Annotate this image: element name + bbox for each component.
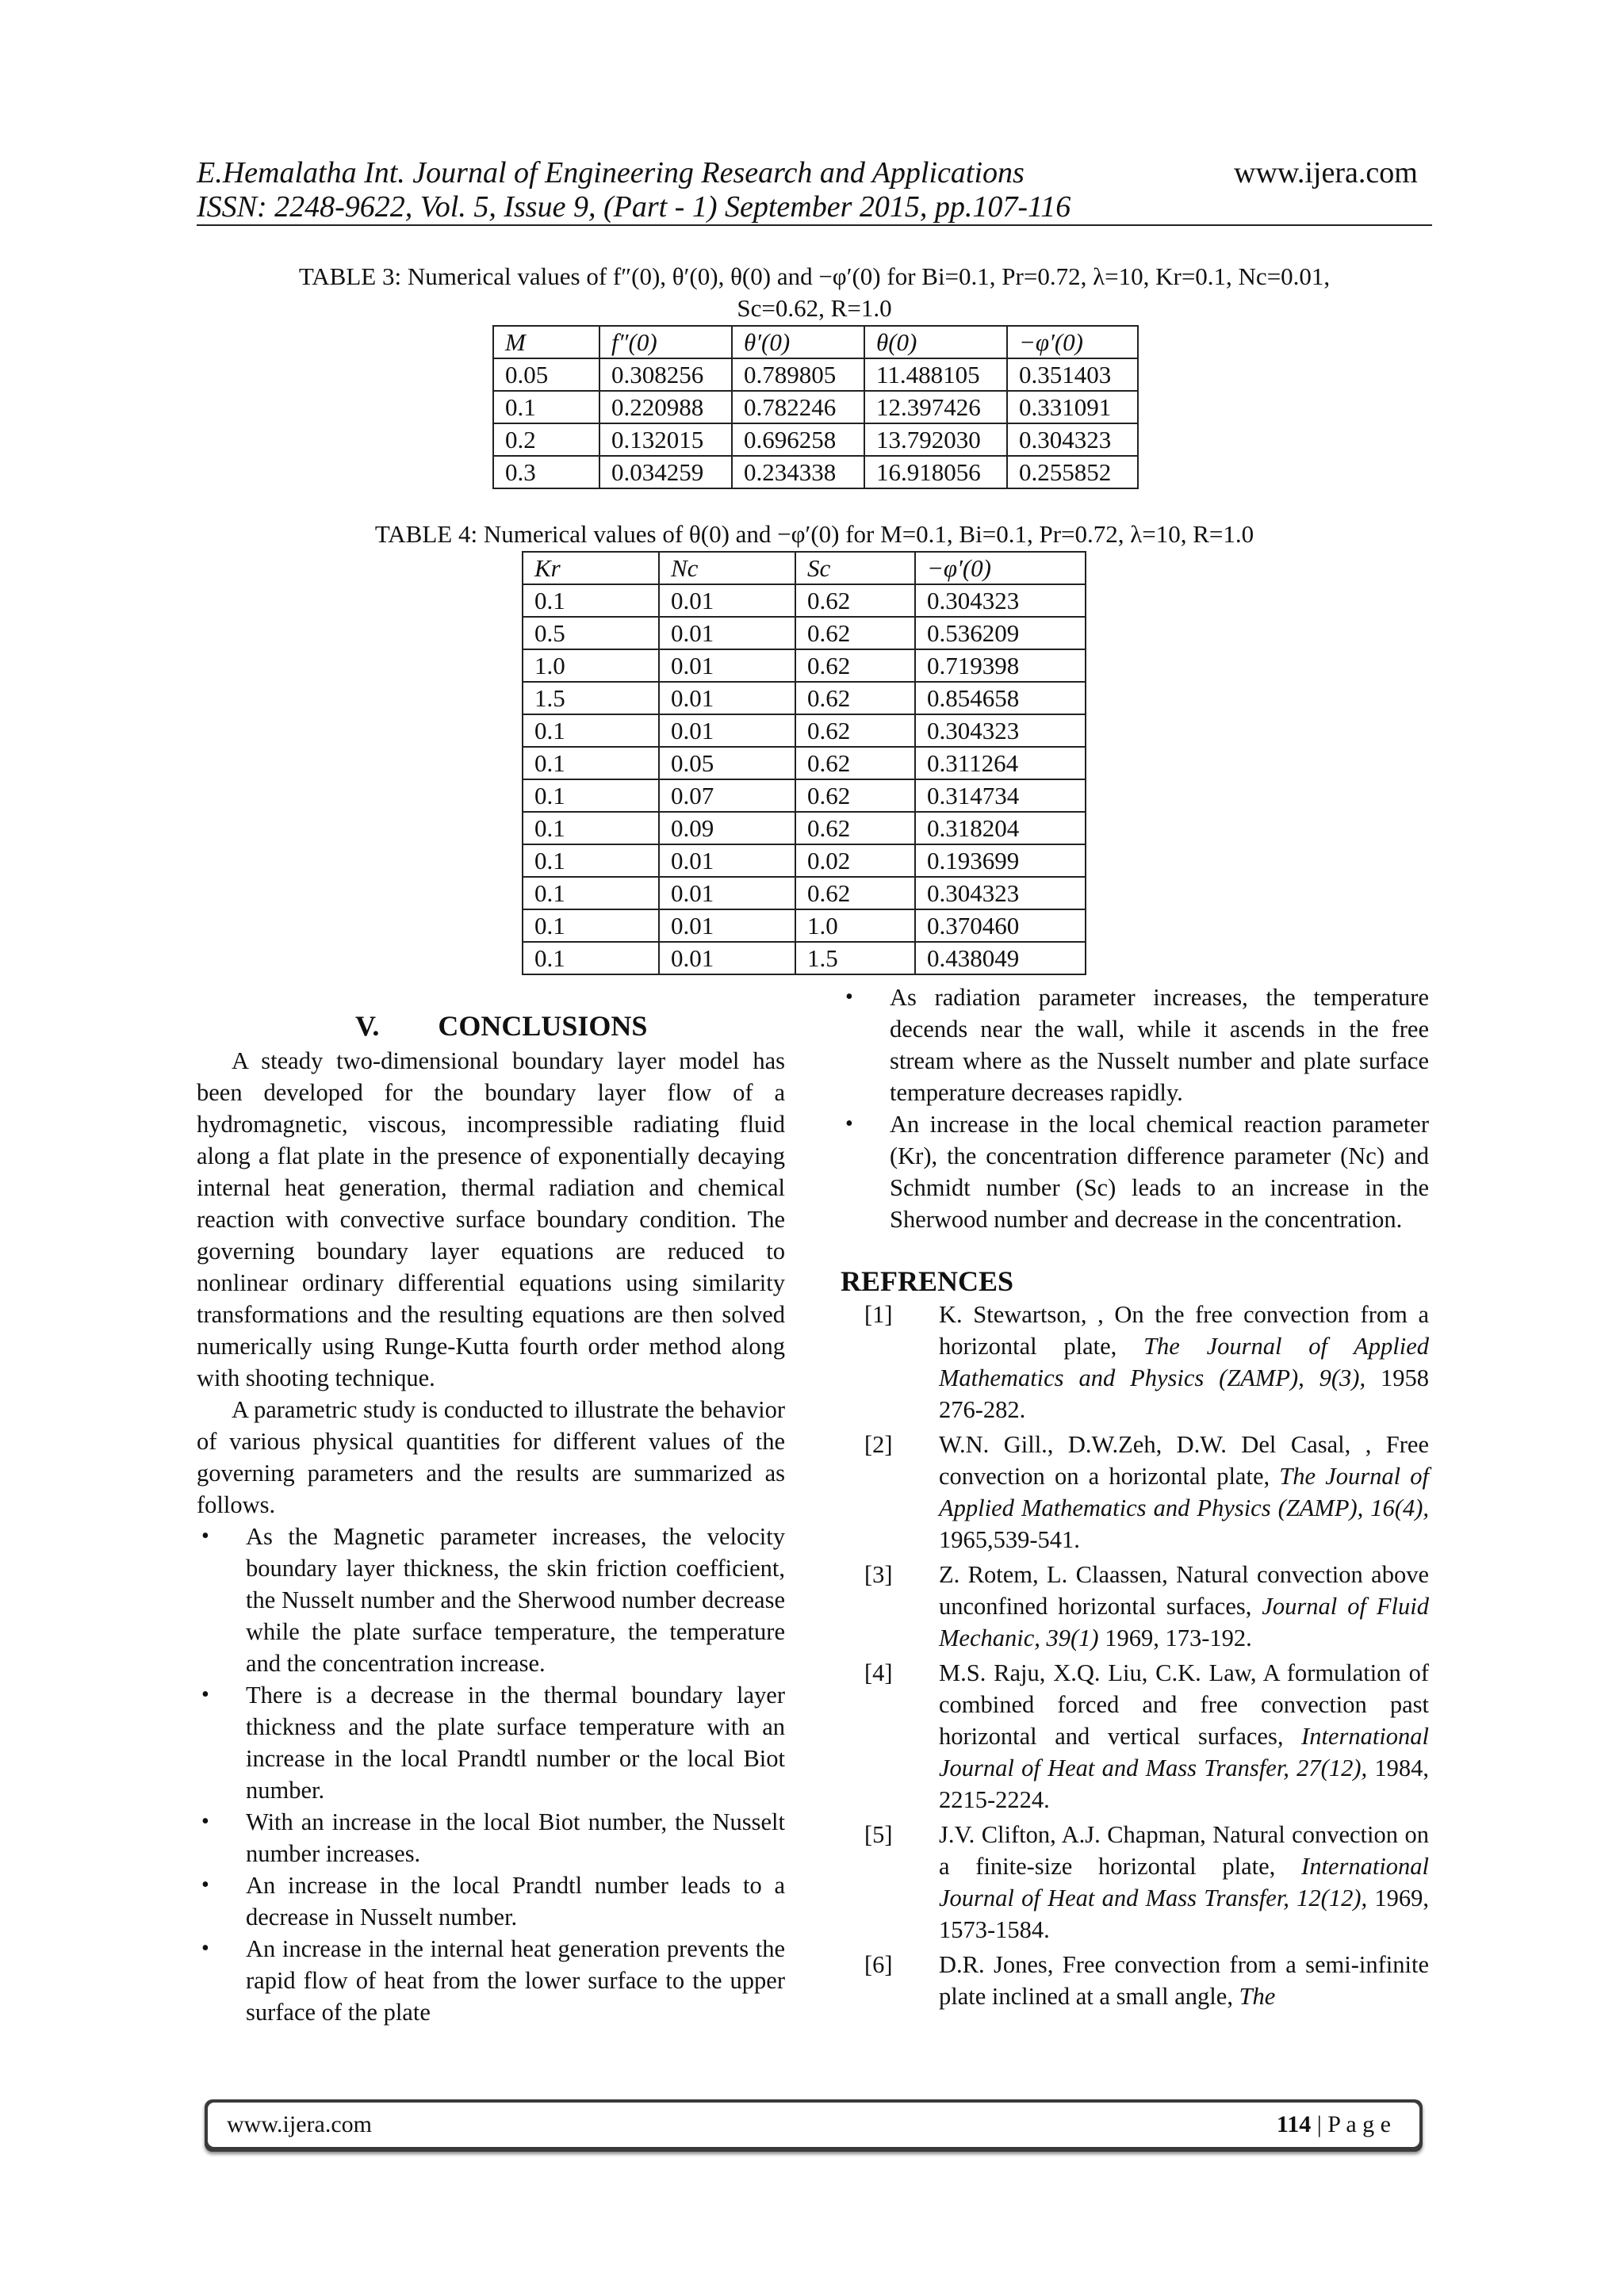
reference-journal: The Journal of Applied Mathematics and Physics (ZAMP), 9(3),	[939, 1333, 1429, 1391]
reference-journal: International Journal of Heat and Mass Transfer, 12(12),	[939, 1853, 1429, 1911]
reference-journal: The	[1239, 1983, 1276, 2010]
table3-header-cell: θ(0)	[864, 326, 1007, 358]
conclusion-bullet: • As radiation parameter increases, the temperature decends near the wall, while it ascends in the free stream where as the Nusselt number and plate surface temperature decreases rapidly.	[841, 982, 1429, 1108]
table4-cell: 0.536209	[915, 617, 1086, 649]
table4-cell: 0.01	[659, 682, 795, 714]
table4-cell: 0.01	[659, 714, 795, 747]
table4-row	[523, 682, 1086, 714]
table3-cell: 0.034259	[599, 456, 732, 488]
reference-journal: Journal of Fluid Mechanic, 39(1)	[939, 1593, 1429, 1651]
table4-row	[523, 909, 1086, 942]
reference-journal: The Journal of Applied Mathematics and Physics (ZAMP), 16(4),	[939, 1463, 1429, 1521]
table3-row	[493, 358, 1138, 391]
table3-cell: 0.331091	[1007, 391, 1138, 423]
table4-cell: 0.1	[523, 909, 659, 942]
table4-row	[523, 747, 1086, 779]
conclusion-bullet: • An increase in the local chemical reaction parameter (Kr), the concentration difference parameter (Nc) and Schmidt number (Sc) leads to an increase in the Sherwood number and decrease in the concentration.	[841, 1108, 1429, 1235]
table4-cell: 0.304323	[915, 584, 1086, 617]
header-divider	[197, 224, 1432, 226]
table3-cell: 0.782246	[732, 391, 864, 423]
reference-number: [6]	[864, 1951, 893, 1978]
table4-cell: 0.1	[523, 779, 659, 812]
table3-cell: 11.488105	[864, 358, 1007, 391]
table4-cell: 0.07	[659, 779, 795, 812]
footer-page-number	[1277, 2103, 1391, 2147]
journal-header-url[interactable]: www.ijera.com	[1234, 156, 1418, 189]
conclusions-heading-text: CONCLUSIONS	[438, 1010, 648, 1042]
table4-cell: 0.1	[523, 812, 659, 844]
table4-cell: 0.370460	[915, 909, 1086, 942]
table3-header-cell: M	[493, 326, 599, 358]
table3-cell: 0.132015	[599, 423, 732, 456]
reference-item	[841, 1819, 1429, 1946]
table4-cell: 0.304323	[915, 714, 1086, 747]
table4-row	[523, 714, 1086, 747]
table4-row	[523, 617, 1086, 649]
table4-row	[523, 942, 1086, 974]
table3-cell: 0.789805	[732, 358, 864, 391]
table4-cell: 0.62	[795, 617, 915, 649]
table3-row	[493, 423, 1138, 456]
table4	[522, 551, 1086, 975]
table3-cell: 0.3	[493, 456, 599, 488]
table4-cell: 0.314734	[915, 779, 1086, 812]
table4-cell: 0.193699	[915, 844, 1086, 877]
table4-row	[523, 812, 1086, 844]
conclusion-bullet: • As the Magnetic parameter increases, the velocity boundary layer thickness, the skin friction coefficient, the Nusselt number and the Sherwood number decrease while the plate surface temperature, the temperature and the concentration increase.	[197, 1521, 785, 1679]
table3-cell: 0.220988	[599, 391, 732, 423]
table4-cell: 0.62	[795, 877, 915, 909]
table3-cell: 0.1	[493, 391, 599, 423]
table4-row	[523, 649, 1086, 682]
reference-number: [5]	[864, 1821, 893, 1848]
table4-cell: 0.09	[659, 812, 795, 844]
reference-item	[841, 1559, 1429, 1654]
table4-row	[523, 844, 1086, 877]
table4-cell: 0.318204	[915, 812, 1086, 844]
conclusion-bullet: • An increase in the local Prandtl number leads to a decrease in Nusselt number.	[197, 1869, 785, 1933]
table4-cell: 0.62	[795, 649, 915, 682]
references-heading: REFRENCES	[841, 1265, 1014, 1297]
table3-header-cell: f″(0)	[599, 326, 732, 358]
table4-cell: 0.62	[795, 682, 915, 714]
page-label: | P a g e	[1311, 2111, 1391, 2137]
reference-number: [1]	[864, 1301, 893, 1328]
table4-cell: 0.719398	[915, 649, 1086, 682]
reference-authors-title: D.R. Jones, Free convection from a semi-infinite plate inclined at a small angle,	[939, 1951, 1429, 2010]
table4-row	[523, 584, 1086, 617]
conclusions-heading	[355, 1008, 647, 1043]
conclusion-bullet: • An increase in the internal heat generation prevents the rapid flow of heat from the lower surface to the upper surface of the plate	[197, 1933, 785, 2028]
table4-cell: 0.5	[523, 617, 659, 649]
table3-header-cell: −φ′(0)	[1007, 326, 1138, 358]
table3-cell: 0.05	[493, 358, 599, 391]
table4-cell: 0.304323	[915, 877, 1086, 909]
table3-cell: 0.351403	[1007, 358, 1138, 391]
table3-cell: 0.2	[493, 423, 599, 456]
table4-cell: 0.311264	[915, 747, 1086, 779]
table4-cell: 0.854658	[915, 682, 1086, 714]
table4-cell: 1.0	[795, 909, 915, 942]
page-footer	[205, 2099, 1423, 2152]
table4-cell: 0.01	[659, 844, 795, 877]
table4-header-cell: −φ′(0)	[915, 552, 1086, 584]
reference-authors-title: W.N. Gill., D.W.Zeh, D.W. Del Casal, , Free convection on a horizontal plate,	[939, 1431, 1429, 1490]
table4-cell: 1.5	[795, 942, 915, 974]
table4-cell: 0.01	[659, 877, 795, 909]
table3-row	[493, 456, 1138, 488]
reference-number: [4]	[864, 1659, 893, 1686]
reference-authors-title: K. Stewartson, , On the free convection from a horizontal plate,	[939, 1301, 1429, 1360]
table4-cell: 0.1	[523, 714, 659, 747]
conclusions-body	[197, 1045, 785, 2028]
table4-cell: 0.01	[659, 649, 795, 682]
table4-cell: 0.05	[659, 747, 795, 779]
conclusion-bullet: • With an increase in the local Biot number, the Nusselt number increases.	[197, 1806, 785, 1869]
conclusions-bullet-list-right	[841, 982, 1429, 1235]
table3-cell: 0.255852	[1007, 456, 1138, 488]
reference-year-pages: 1984, 2215-2224.	[939, 1755, 1429, 1813]
table4-cell: 0.62	[795, 812, 915, 844]
table3-cell: 0.304323	[1007, 423, 1138, 456]
table4-cell: 0.01	[659, 584, 795, 617]
table3-caption-line2: Sc=0.62, R=1.0	[737, 294, 892, 322]
table4-cell: 1.5	[523, 682, 659, 714]
reference-authors-title: Z. Rotem, L. Claassen, Natural convection above unconfined horizontal surfaces,	[939, 1561, 1429, 1620]
table4-cell: 0.1	[523, 747, 659, 779]
journal-header-title: E.Hemalatha Int. Journal of Engineering Research and Applications	[197, 156, 1025, 189]
references-list	[841, 1299, 1429, 2012]
reference-item	[841, 1299, 1429, 1425]
table4-cell: 0.01	[659, 909, 795, 942]
conclusions-heading-number: V.	[355, 1010, 380, 1042]
table3-header-cell: θ′(0)	[732, 326, 864, 358]
table4-cell: 0.1	[523, 877, 659, 909]
reference-item	[841, 1949, 1429, 2012]
table4-cell: 0.1	[523, 942, 659, 974]
table4-cell: 0.62	[795, 714, 915, 747]
table4-cell: 0.62	[795, 747, 915, 779]
table3-row	[493, 391, 1138, 423]
table4-cell: 1.0	[523, 649, 659, 682]
reference-journal: , International Journal of Heat and Mass Transfer, 27(12),	[939, 1723, 1430, 1781]
reference-number: [2]	[864, 1431, 893, 1458]
right-column	[841, 982, 1429, 2015]
reference-year-pages: 1969, 173-192.	[1098, 1624, 1252, 1651]
table3	[492, 325, 1139, 489]
table4-cell: 0.62	[795, 779, 915, 812]
table4-header-cell: Kr	[523, 552, 659, 584]
conclusions-bullet-list-left	[197, 1521, 785, 2028]
table4-row	[523, 877, 1086, 909]
journal-header-issn: ISSN: 2248-9622, Vol. 5, Issue 9, (Part - 1) September 2015, pp.107-116	[197, 190, 1071, 224]
table4-cell: 0.438049	[915, 942, 1086, 974]
footer-site-url[interactable]: www.ijera.com	[227, 2111, 372, 2137]
table3-cell: 12.397426	[864, 391, 1007, 423]
table4-row	[523, 779, 1086, 812]
table3-cell: 13.792030	[864, 423, 1007, 456]
reference-year-pages: 1965,539-541.	[939, 1526, 1080, 1553]
reference-number: [3]	[864, 1561, 893, 1588]
reference-year-pages: 1958 276-282.	[939, 1364, 1429, 1423]
table4-cell: 0.01	[659, 617, 795, 649]
table3-caption-line1: TABLE 3: Numerical values of f″(0), θ′(0), θ(0) and −φ′(0) for Bi=0.1, Pr=0.72, λ=10, Kr=0.1, Nc=0.01,	[298, 262, 1331, 290]
table4-cell: 0.02	[795, 844, 915, 877]
table3-cell: 0.234338	[732, 456, 864, 488]
conclusion-bullet: • There is a decrease in the thermal boundary layer thickness and the plate surface temperature with an increase in the local Prandtl number or the local Biot number.	[197, 1679, 785, 1806]
table3-cell: 0.308256	[599, 358, 732, 391]
reference-year-pages: 1969, 1573-1584.	[939, 1885, 1429, 1943]
reference-item	[841, 1429, 1429, 1556]
table4-cell: 0.62	[795, 584, 915, 617]
page-footer-inner	[208, 2103, 1419, 2147]
table3-cell: 0.696258	[732, 423, 864, 456]
table4-header-cell: Nc	[659, 552, 795, 584]
table4-header-cell: Sc	[795, 552, 915, 584]
reference-authors-title: M.S. Raju, X.Q. Liu, C.K. Law, A formulation of combined forced and free convection past horizontal and vertical surfaces	[939, 1659, 1429, 1750]
reference-authors-title: J.V. Clifton, A.J. Chapman, Natural convection on a finite-size horizontal plate,	[939, 1821, 1429, 1880]
table4-cell: 0.1	[523, 584, 659, 617]
table3-cell: 16.918056	[864, 456, 1007, 488]
table4-cell: 0.01	[659, 942, 795, 974]
table4-caption: TABLE 4: Numerical values of θ(0) and −φ′(0) for M=0.1, Bi=0.1, Pr=0.72, λ=10, R=1.0	[374, 520, 1254, 548]
page-number: 114	[1276, 2111, 1312, 2137]
conclusions-paragraph-1: A steady two-dimensional boundary layer model has been developed for the boundary layer flow of a hydromagnetic, viscous, incompressible radiating fluid along a flat plate in the presence of exponentially decaying internal heat generation, thermal radiation and chemical reaction with convective surface boundary condition. The governing boundary layer equations are reduced to nonlinear ordinary differential equations using similarity transformations and the resulting equations are then solved numerically using Runge-Kutta fourth order method along with shooting technique.	[197, 1047, 785, 1391]
conclusions-paragraph-2: A parametric study is conducted to illustrate the behavior of various physical quantities for different values of the governing parameters and the results are summarized as follows.	[197, 1396, 785, 1518]
table4-cell: 0.1	[523, 844, 659, 877]
reference-item	[841, 1657, 1429, 1816]
